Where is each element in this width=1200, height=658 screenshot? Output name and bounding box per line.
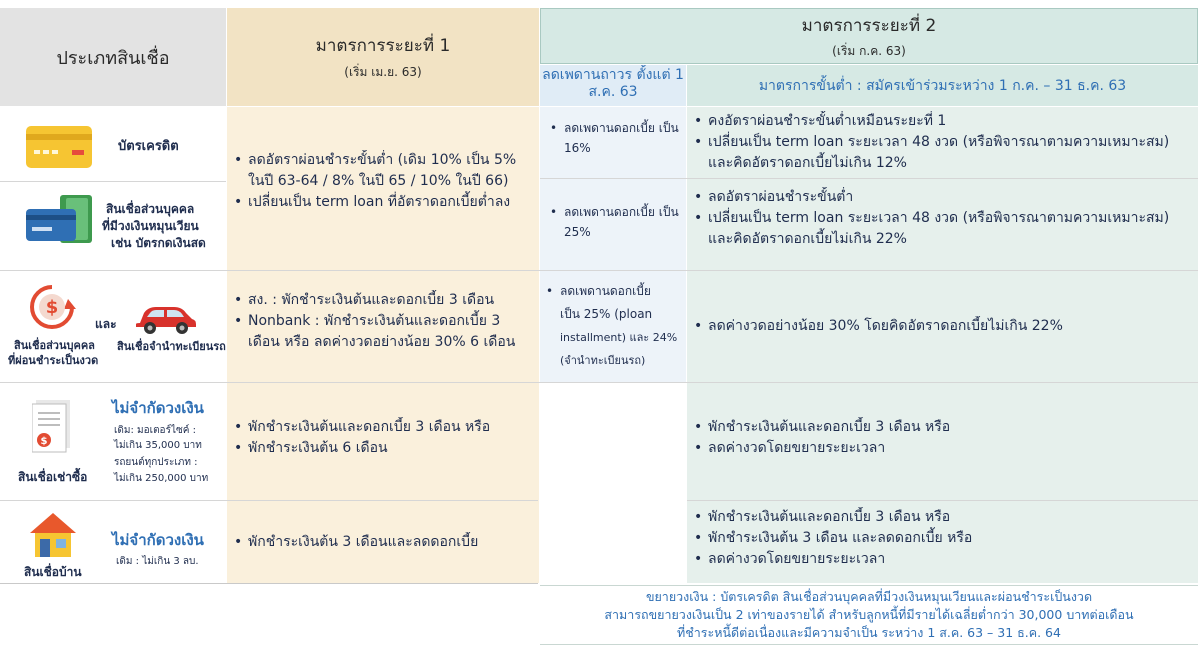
list-item: • สง. : พักชำระเงินต้นและดอกเบี้ย 3 เดือน [232,290,536,311]
list-item: • ลดอัตราผ่อนชำระขั้นต่ำ (เดิม 10% เป็น 5% ในปี 63-64 / 8% ในปี 65 / 10% ในปี 66) [232,150,536,192]
housing-unlimited: ไม่จำกัดวงเงิน [112,531,204,549]
list-item: • ลดค่างวดโดยขยายระยะเวลา [692,549,1196,570]
credit-card-label: บัตรเครดิต [118,139,179,154]
car-icon [134,301,198,339]
svg-text:$: $ [40,436,48,447]
personal-revolving-label-3: เช่น บัตรกดเงินสด [111,236,206,250]
contract-document-icon [32,400,72,458]
hire-purchase-minimum [692,417,1196,459]
list-item: • เปลี่ยนเป็น term loan ที่อัตราดอกเบี้ยต่ำลง [232,192,536,213]
list-item: • ลดเพดานดอกเบี้ย เป็น 25% [548,202,684,242]
footnote-line-2: สามารถขยายวงเงินเป็น 2 เท่าของรายได้ สำหรับลูกหนี้ที่มีรายได้เฉลี่ยต่ำกว่า 30,000 บาทต่อเดือน [604,607,1134,622]
hire-purchase-note-2: ไม่เกิน 35,000 บาท [114,440,202,451]
list-item: • เปลี่ยนเป็น term loan ระยะเวลา 48 งวด (หรือพิจารณาตามความเหมาะสม) และคิดอัตราดอกเบี้ยไม่เกิน 12% [692,132,1196,174]
cards-cash-icon [22,195,96,251]
credit-limit-footnote [540,585,1198,645]
list-item: • ลดเพดานดอกเบี้ย เป็น 16% [548,118,684,158]
hire-purchase-note-3: รถยนต์ทุกประเภท : [114,457,198,468]
installment-cap-line-4: (จำนำทะเบียนรถ) [560,354,646,367]
personal-revolving-label-1: สินเชื่อส่วนบุคคล [106,202,195,216]
divider [0,382,1198,383]
phase1-title: มาตรการระยะที่ 1 [315,36,451,56]
installment-label-1: สินเชื่อส่วนบุคคล [14,339,95,352]
list-item: • ลดอัตราผ่อนชำระขั้นต่ำ [692,187,1196,208]
divider [0,500,538,501]
revolving-phase1-list [232,150,536,213]
divider [687,500,1198,501]
credit-card-minimum-list [692,111,1196,174]
phase2-subtitle: (เริ่ม ก.ค. 63) [832,43,906,58]
personal-revolving-cap [548,202,684,242]
hire-purchase-minimum-list [692,417,1196,459]
car-title-label: สินเชื่อจำนำทะเบียนรถ [117,340,226,353]
credit-card-icon [26,126,92,172]
installment-label-2: ที่ผ่อนชำระเป็นงวด [8,354,99,367]
list-item: • ลดค่างวดอย่างน้อย 30% โดยคิดอัตราดอกเบี้ยไม่เกิน 22% [692,316,1196,337]
housing-minimum-list [692,507,1196,570]
footnote-line-1: ขยายวงเงิน : บัตรเครดิต สินเชื่อส่วนบุคคลที่มีวงเงินหมุนเวียนและผ่อนชำระเป็นงวด [645,589,1093,604]
header-product-type [0,8,226,106]
list-item: • Nonbank : พักชำระเงินต้นและดอกเบี้ย 3 เดือน หรือ ลดค่างวดอย่างน้อย 30% 6 เดือน [232,311,536,353]
housing-minimum [692,507,1196,570]
divider [0,181,226,182]
phase2-title: มาตรการระยะที่ 2 [801,15,937,36]
installment-dollar-icon [28,283,76,335]
divider [540,178,1198,179]
installment-cap-line-1: • ลดเพดานดอกเบี้ย [546,284,651,298]
list-item: • พักชำระเงินต้น 3 เดือนและลดดอกเบี้ย [232,532,536,553]
personal-revolving-cap-list [548,202,684,242]
footnote-line-3: ที่ชำระหนี้ดีต่อเนื่องและมีความจำเป็น ระหว่าง 1 ส.ค. 63 – 31 ธ.ค. 64 [677,625,1061,640]
header-product-type-label: ประเภทสินเชื่อ [56,47,170,69]
installment-cap-line-3: installment) และ 24% [560,331,678,344]
personal-revolving-minimum-list [692,187,1196,250]
list-item: • พักชำระเงินต้นและดอกเบี้ย 3 เดือน หรือ [692,417,1196,438]
house-icon [28,511,78,561]
personal-revolving-minimum [692,187,1196,250]
divider [0,583,538,584]
header-minimum-measures-label: มาตรการขั้นต่ำ : สมัครเข้าร่วมระหว่าง 1 ก.ค. – 31 ธ.ค. 63 [758,77,1127,94]
header-phase1 [227,8,539,106]
svg-text:$: $ [45,297,59,318]
installment-phase1-list [232,290,536,353]
list-item: • พักชำระเงินต้น 6 เดือน [232,438,536,459]
hire-purchase-unlimited: ไม่จำกัดวงเงิน [112,399,204,417]
housing-note: เดิม : ไม่เกิน 3 ลบ. [116,556,199,567]
header-minimum-measures [687,65,1198,106]
list-item: • พักชำระเงินต้นและดอกเบี้ย 3 เดือน หรือ [692,507,1196,528]
list-item: • คงอัตราผ่อนชำระขั้นต่ำเหมือนระยะที่ 1 [692,111,1196,132]
list-item: • เปลี่ยนเป็น term loan ระยะเวลา 48 งวด (หรือพิจารณาตามความเหมาะสม) และคิดอัตราดอกเบี้ยไม่เกิน 22% [692,208,1196,250]
installment-phase1 [232,290,536,353]
housing-label: สินเชื่อบ้าน [24,565,82,579]
list-item: • ลดค่างวดโดยขยายระยะเวลา [692,438,1196,459]
installment-minimum-list [692,316,1196,337]
credit-card-minimum [692,111,1196,174]
installment-minimum [692,316,1196,337]
housing-phase1 [232,532,536,553]
personal-revolving-label-2: ที่มีวงเงินหมุนเวียน [102,219,199,233]
housing-phase1-list [232,532,536,553]
divider [0,270,1198,271]
hire-purchase-note-1: เดิม: มอเตอร์ไซค์ : [114,425,196,436]
and-label: และ [95,317,117,331]
revolving-phase1 [232,150,536,213]
installment-cap [542,280,685,372]
hire-purchase-note-4: ไม่เกิน 250,000 บาท [114,473,209,484]
list-item: • พักชำระเงินต้น 3 เดือน และลดดอกเบี้ย หรือ [692,528,1196,549]
credit-card-cap [548,118,684,158]
hire-purchase-phase1-list [232,417,536,459]
header-permanent-cap [540,65,686,106]
hire-purchase-label: สินเชื่อเช่าซื้อ [18,470,88,484]
list-item: • พักชำระเงินต้นและดอกเบี้ย 3 เดือน หรือ [232,417,536,438]
header-phase2 [540,8,1198,64]
hire-purchase-phase1 [232,417,536,459]
credit-card-cap-list [548,118,684,158]
installment-cap-line-2: เป็น 25% (ploan [560,307,653,321]
phase1-subtitle: (เริ่ม เม.ย. 63) [344,65,422,79]
header-permanent-cap-label: ลดเพดานถาวร ตั้งแต่ 1 ส.ค. 63 [542,67,684,100]
